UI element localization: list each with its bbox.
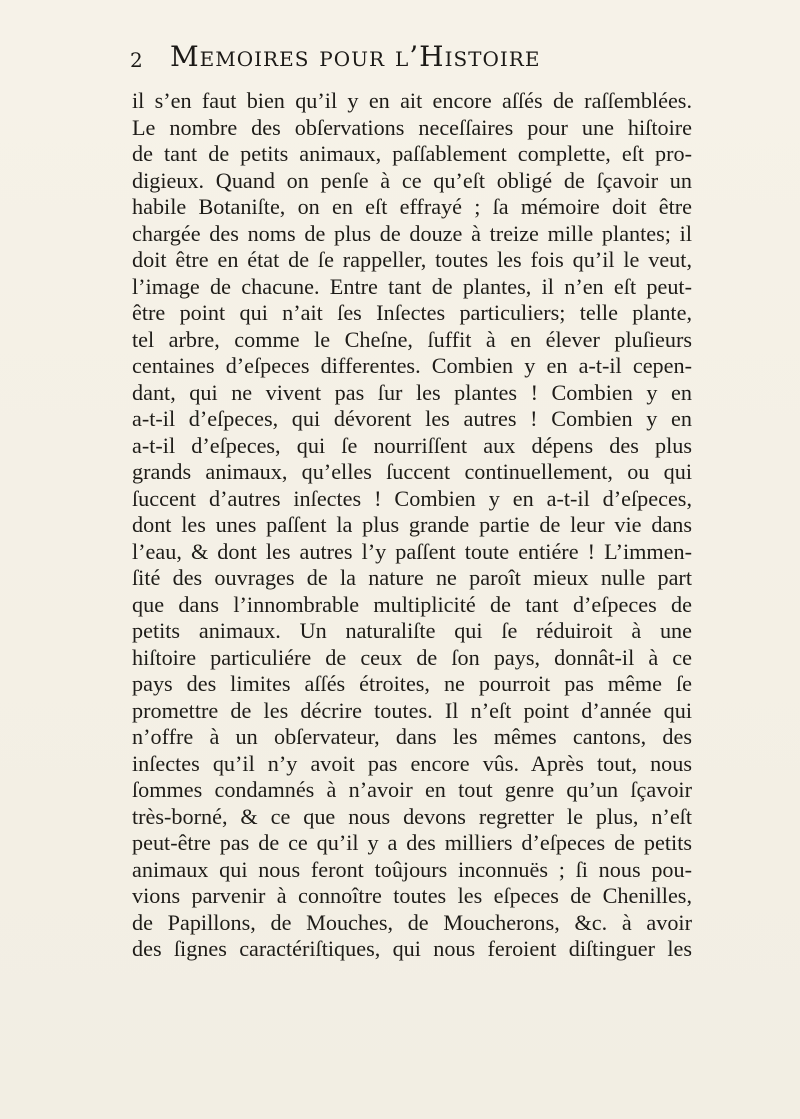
running-title: Memoires pour l’Histoire — [170, 40, 541, 73]
text-line: grands animaux, qu’elles ſuccent continuellement, ou qui — [132, 459, 692, 484]
text-line: de tant de petits animaux, paſſablement complette, eſt pro- — [132, 141, 692, 166]
text-line: habile Botaniſte, on en eſt effrayé ; ſa mémoire doit être — [132, 194, 692, 219]
text-line: ſommes condamnés à n’avoir en tout genre qu’un ſçavoir — [132, 777, 692, 802]
text-line: pays des limites aſſés étroites, ne pourroit pas même ſe — [132, 671, 692, 696]
text-line: tel arbre, comme le Cheſne, ſuffit à en élever pluſieurs — [132, 326, 692, 352]
text-line: animaux qui nous feront toûjours inconnuës ; ſi nous pou- — [132, 856, 692, 882]
text-line: a-t-il d’eſpeces, qui ſe nourriſſent aux dépens des plus — [132, 432, 692, 458]
body-paragraph — [132, 88, 692, 1103]
page-number: 2 — [130, 48, 143, 72]
text-line: ſuccent d’autres inſectes ! Combien y en a-t-il d’eſpeces, — [132, 485, 692, 511]
text-line: promettre de les décrire toutes. Il n’eſt point d’année qui — [132, 697, 692, 723]
page-header — [130, 40, 690, 80]
text-line: a-t-il d’eſpeces, qui dévorent les autres ! Combien y en — [132, 406, 692, 431]
text-line: que dans l’innombrable multiplicité de tant d’eſpeces de — [132, 591, 692, 617]
text-line: l’image de chacune. Entre tant de plantes, il n’en eſt peut- — [132, 273, 692, 299]
text-line: des ſignes caractériſtiques, qui nous feroient diſtinguer les — [132, 936, 692, 961]
text-line: Le nombre des obſervations neceſſaires pour une hiſtoire — [132, 114, 692, 140]
text-line: centaines d’eſpeces differentes. Combien y en a-t-il cepen- — [132, 353, 692, 378]
text-line: petits animaux. Un naturaliſte qui ſe réduiroit à une — [132, 618, 692, 643]
text-line: n’offre à un obſervateur, dans les mêmes cantons, des — [132, 724, 692, 749]
text-line: chargée des noms de plus de douze à treize mille plantes; il — [132, 220, 692, 246]
text-line: hiſtoire particuliére de ceux de ſon pays, donnât-il à ce — [132, 644, 692, 670]
text-line: dont les unes paſſent la plus grande partie de leur vie dans — [132, 512, 692, 537]
text-line: très-borné, & ce que nous devons regretter le plus, n’eſt — [132, 803, 692, 829]
text-line: inſectes qu’il n’y avoit pas encore vûs. Après tout, nous — [132, 750, 692, 776]
text-line: dant, qui ne vivent pas ſur les plantes ! Combien y en — [132, 379, 692, 405]
text-line: être point qui n’ait ſes Inſectes particuliers; telle plante, — [132, 300, 692, 325]
text-line: digieux. Quand on penſe à ce qu’eſt obligé de ſçavoir un — [132, 167, 692, 193]
text-line: il s’en faut bien qu’il y en ait encore aſſés de raſſemblées. — [132, 88, 692, 113]
text-line: ſité des ouvrages de la nature ne paroît mieux nulle part — [132, 565, 692, 590]
text-line: vions parvenir à connoître toutes les eſpeces de Chenilles, — [132, 883, 692, 908]
text-line: doit être en état de ſe rappeller, toutes les fois qu’il le veut, — [132, 247, 692, 272]
text-line: l’eau, & dont les autres l’y paſſent toute entiére ! L’immen- — [132, 538, 692, 564]
text-line: de Papillons, de Mouches, de Moucherons, &c. à avoir — [132, 909, 692, 935]
text-line: peut-être pas de ce qu’il y a des milliers d’eſpeces de petits — [132, 830, 692, 855]
